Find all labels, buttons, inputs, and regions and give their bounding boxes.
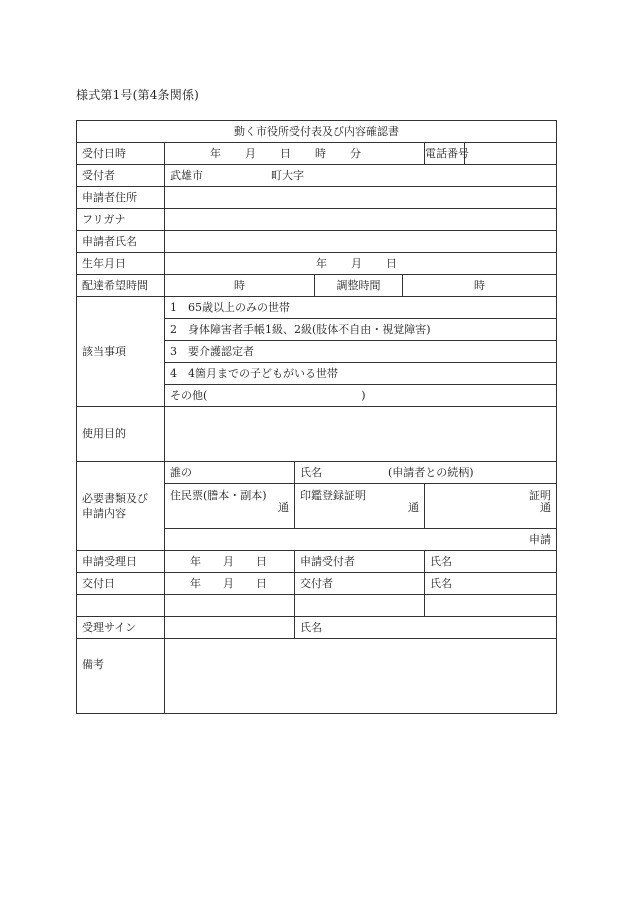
blank-cell[interactable]: [425, 595, 557, 617]
documents-row-1: [77, 462, 557, 484]
adjust-hour-unit: 時: [474, 278, 485, 292]
blank-cell[interactable]: [295, 595, 425, 617]
juminhyo-unit: 通: [278, 501, 289, 514]
furigana-label: フリガナ: [77, 209, 165, 231]
purpose-field[interactable]: [165, 407, 557, 462]
receipt-date-label: 申請受理日: [77, 551, 165, 573]
day-unit: 日: [280, 146, 291, 160]
address-field[interactable]: [165, 187, 557, 209]
blank-row: [77, 595, 557, 617]
issue-date-row: [77, 573, 557, 595]
documents-label-line1: 必要書類及び: [82, 492, 148, 505]
remarks-row: [77, 639, 557, 714]
applicable-row-1: [77, 297, 557, 319]
receiver-label: 受付者: [77, 165, 165, 187]
birthdate-row: [77, 253, 557, 275]
receipt-date-row: [77, 551, 557, 573]
inkan-cell[interactable]: [295, 484, 425, 529]
remarks-label: 備考: [77, 639, 165, 714]
adjust-time-label: 調整時間: [315, 275, 403, 297]
purpose-label: 使用目的: [77, 407, 165, 462]
receiver-field[interactable]: [165, 165, 557, 187]
birth-day-unit: 日: [386, 256, 397, 270]
birthdate-field[interactable]: [165, 253, 557, 275]
issuer-name[interactable]: 氏名: [425, 573, 557, 595]
receipt-day-unit: 日: [256, 554, 267, 568]
receipt-year-unit: 年: [190, 554, 201, 568]
phone-field[interactable]: [465, 143, 557, 165]
month-unit: 月: [245, 146, 256, 160]
delivery-hour-unit: 時: [234, 278, 245, 292]
birth-month-unit: 月: [351, 256, 362, 270]
sign-label: 受理サイン: [77, 617, 165, 639]
form-caption: 様式第1号(第4条関係): [76, 88, 200, 102]
shinsei-label: 申請: [529, 532, 552, 546]
applicable-item[interactable]: 2 身体障害者手帳1級、2級(肢体不自由・視覚障害): [165, 319, 557, 341]
issue-date-label: 交付日: [77, 573, 165, 595]
blank-cell[interactable]: [77, 595, 165, 617]
juminhyo-cell[interactable]: [165, 484, 295, 529]
purpose-row: [77, 407, 557, 462]
adjust-time-field[interactable]: [403, 275, 557, 297]
form-title: 動く市役所受付表及び内容確認書: [77, 121, 557, 143]
reception-datetime-label: 受付日時: [77, 143, 165, 165]
address-label: 申請者住所: [77, 187, 165, 209]
applicable-label: 該当事項: [77, 297, 165, 407]
receipt-month-unit: 月: [223, 554, 234, 568]
shomei-label: 証明: [529, 489, 552, 502]
delivery-time-label: 配達希望時間: [77, 275, 165, 297]
receiver-row: [77, 165, 557, 187]
applicable-item[interactable]: 3 要介護認定者: [165, 341, 557, 363]
sign-row: [77, 617, 557, 639]
shinsei-cell[interactable]: [165, 529, 557, 551]
furigana-field[interactable]: [165, 209, 557, 231]
address-row: [77, 187, 557, 209]
form-title-row: [77, 121, 557, 143]
applicant-name-label: 申請者氏名: [77, 231, 165, 253]
year-unit: 年: [210, 146, 221, 160]
birthdate-label: 生年月日: [77, 253, 165, 275]
remarks-field[interactable]: [165, 639, 557, 714]
delivery-time-row: [77, 275, 557, 297]
town-label: 町大字: [271, 168, 304, 182]
phone-label: 電話番号: [425, 143, 465, 165]
documents-label: [77, 462, 165, 551]
city-name: 武雄市: [170, 168, 203, 182]
birth-year-unit: 年: [316, 256, 327, 270]
reception-datetime-row: [77, 143, 557, 165]
hour-unit: 時: [315, 146, 326, 160]
issue-date-field[interactable]: [165, 573, 295, 595]
applicant-name-field[interactable]: [165, 231, 557, 253]
blank-cell[interactable]: [165, 595, 295, 617]
whose-label: 誰の: [165, 462, 295, 484]
shomei-cell[interactable]: [425, 484, 557, 529]
receipt-date-field[interactable]: [165, 551, 295, 573]
furigana-row: [77, 209, 557, 231]
receiver-staff-label: 申請受付者: [295, 551, 425, 573]
applicable-other[interactable]: その他( ): [165, 385, 557, 407]
name-relation-label: 氏名 (申請者との続柄): [295, 462, 557, 484]
applicant-name-row: [77, 231, 557, 253]
issue-month-unit: 月: [223, 576, 234, 590]
reception-datetime-field[interactable]: [165, 143, 425, 165]
issue-year-unit: 年: [190, 576, 201, 590]
application-form-table: [76, 120, 557, 714]
inkan-unit: 通: [408, 501, 419, 514]
sign-name[interactable]: 氏名: [295, 617, 557, 639]
juminhyo-label: 住民票(謄本・副本): [170, 489, 267, 502]
issuer-label: 交付者: [295, 573, 425, 595]
receiver-staff-name[interactable]: 氏名: [425, 551, 557, 573]
minute-unit: 分: [350, 146, 361, 160]
documents-label-line2: 申請内容: [82, 507, 126, 520]
applicable-item[interactable]: 4 4箇月までの子どもがいる世帯: [165, 363, 557, 385]
applicable-item[interactable]: 1 65歳以上のみの世帯: [165, 297, 557, 319]
shomei-unit: 通: [540, 501, 552, 514]
delivery-time-field[interactable]: [165, 275, 315, 297]
sign-field[interactable]: [165, 617, 295, 639]
issue-day-unit: 日: [256, 576, 267, 590]
inkan-label: 印鑑登録証明: [300, 489, 366, 502]
